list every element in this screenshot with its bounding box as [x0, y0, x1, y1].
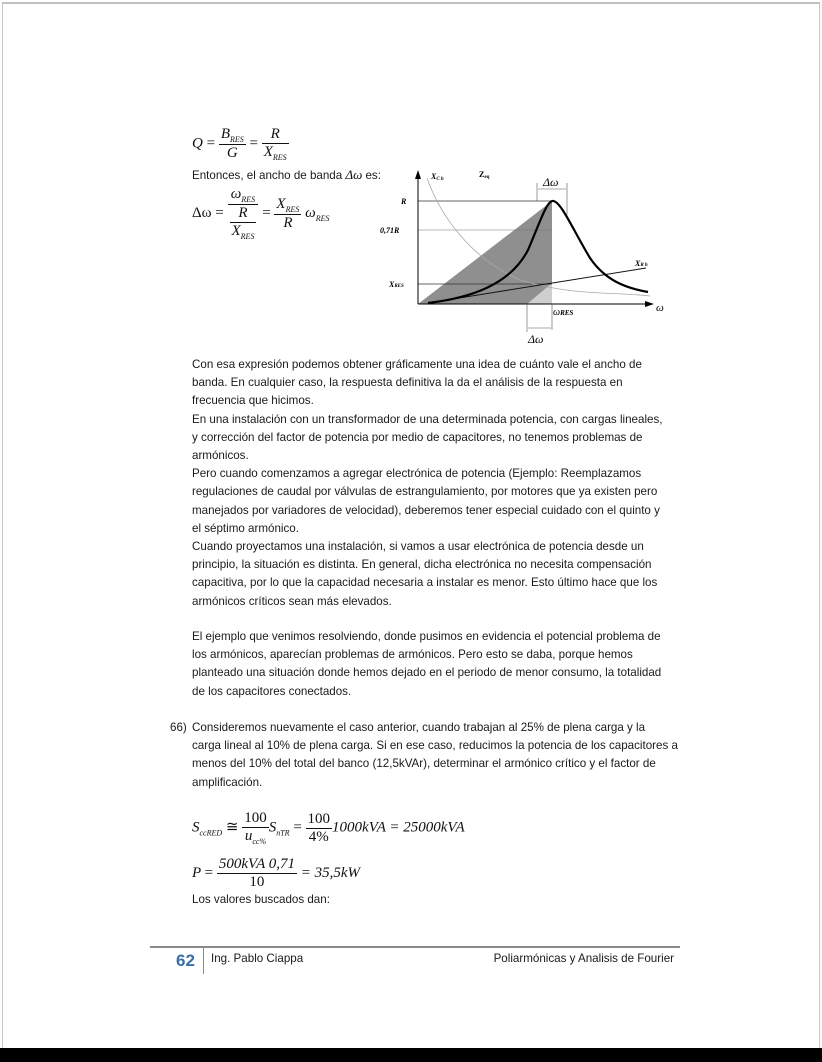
label-071r: 0,71R — [380, 226, 400, 235]
q-symbol: Q — [192, 135, 203, 152]
bw-fraction-xres-over-r: $\frac{X_{RES}}{R}$ — [276, 195, 300, 231]
label-omega-res: ωRES — [553, 307, 574, 318]
footer-separator — [203, 948, 204, 974]
problem-number: 66) — [170, 721, 187, 734]
bandwidth-intro: Entonces, el ancho de banda Δω es: — [192, 167, 381, 182]
active-power-equation: P = $\frac{\text{500kVA 0,71}}{10}$ = 35,5kW — [192, 856, 361, 890]
q-factor-equation: Q = $\frac{B_{RES}}{G}$ = $\frac{R}{X_{RES}}$ — [192, 126, 287, 162]
paragraph-bandwidth-harmonics: Con esa expresión podemos obtener gráficamente una idea de cuánto vale el ancho de banda. En cualquier caso, la respuesta definitiva la da el análisis de la respuesta en frecuencia que hicimos. En una instalación con un transformador de una determinada potencia, con cargas lineales, y corrección del factor de potencia por medio de capacitores, no tenemos problemas de armónicos. Pero cuando comenzamos a agregar electrónica de potencia (Ejemplo: Reemplazamos regulaciones de caudal por válvulas de estrangulamiento, por motores que ya existen pero manejados por variadores de velocidad), deberemos tener especial cuidado con el quinto y el séptimo armónico. Cuando proyectamos una instalación, si vamos a usar electrónica de potencia desde un principio, la situación es distinta. En general, dicha electrónica no necesita compensación capacitiva, por lo que la capacidad necesaria a instalar es menor. Esto último hace que los armónicos críticos sean más elevados. — [192, 358, 663, 608]
bw-fraction-nested: $\frac{\omega_{RES}}{\frac{R}{X_{RES}}}$ — [228, 186, 259, 241]
short-circuit-power-equation: $S_{ccRED}$ ≅ $\frac{100}{u_{cc\%}}$ $S_{nTR}$ = $\frac{100}{4\%}$ 1000kVA = 25000kVA — [192, 810, 465, 846]
label-delta-omega-top: Δω — [543, 175, 559, 189]
problem-66-statement: Consideremos nuevamente el caso anterior, cuando trabajan al 25% de plena carga y la carga lineal al 10% de plena carga. Si en ese caso, reducimos la potencia de los capacitores a menos del 10% del total del banco (12,5kVAr), determinar el armónico crítico y el factor de amplificación. — [192, 721, 678, 789]
label-zeq: Zeq — [479, 170, 490, 180]
paragraph-example-context: El ejemplo que venimos resolviendo, donde pusimos en evidencia el potencial problema de los armónicos, aparecían problemas de armónicos. Pero esto se daba, porque hemos planteado una situación donde hemos dejado en el periodo de menor consumo, la totalidad de los capacitores conectados. — [192, 630, 662, 698]
label-omega-axis: ω — [656, 302, 664, 314]
label-xc: XC h — [431, 172, 444, 182]
page-number: 62 — [176, 951, 195, 970]
q-fraction-r-over-xres: $\frac{R}{X_{RES}}$ — [263, 126, 287, 162]
label-r: R — [401, 197, 407, 206]
footer-author: Ing. Pablo Ciappa — [211, 952, 304, 965]
label-xres: XRES — [389, 280, 404, 289]
q-fraction-b-over-g: $\frac{B_{RES}}{G}$ — [220, 126, 244, 161]
closing-text: Los valores buscados dan: — [192, 893, 330, 906]
resonance-bandwidth-figure — [370, 160, 690, 350]
footer-divider — [150, 946, 680, 948]
footer-document-title: Poliarmónicas y Analisis de Fourier — [493, 952, 674, 965]
bottom-black-bar — [0, 1048, 822, 1062]
label-delta-omega-bottom: Δω — [528, 332, 544, 346]
label-xr: XR h — [635, 259, 648, 268]
bandwidth-equation: Δω = $\frac{\omega_{RES}}{\frac{R}{X_{RES}}}$ = $\frac{X_{RES}}{R}$ $\omega_{RES}$ — [192, 186, 330, 241]
